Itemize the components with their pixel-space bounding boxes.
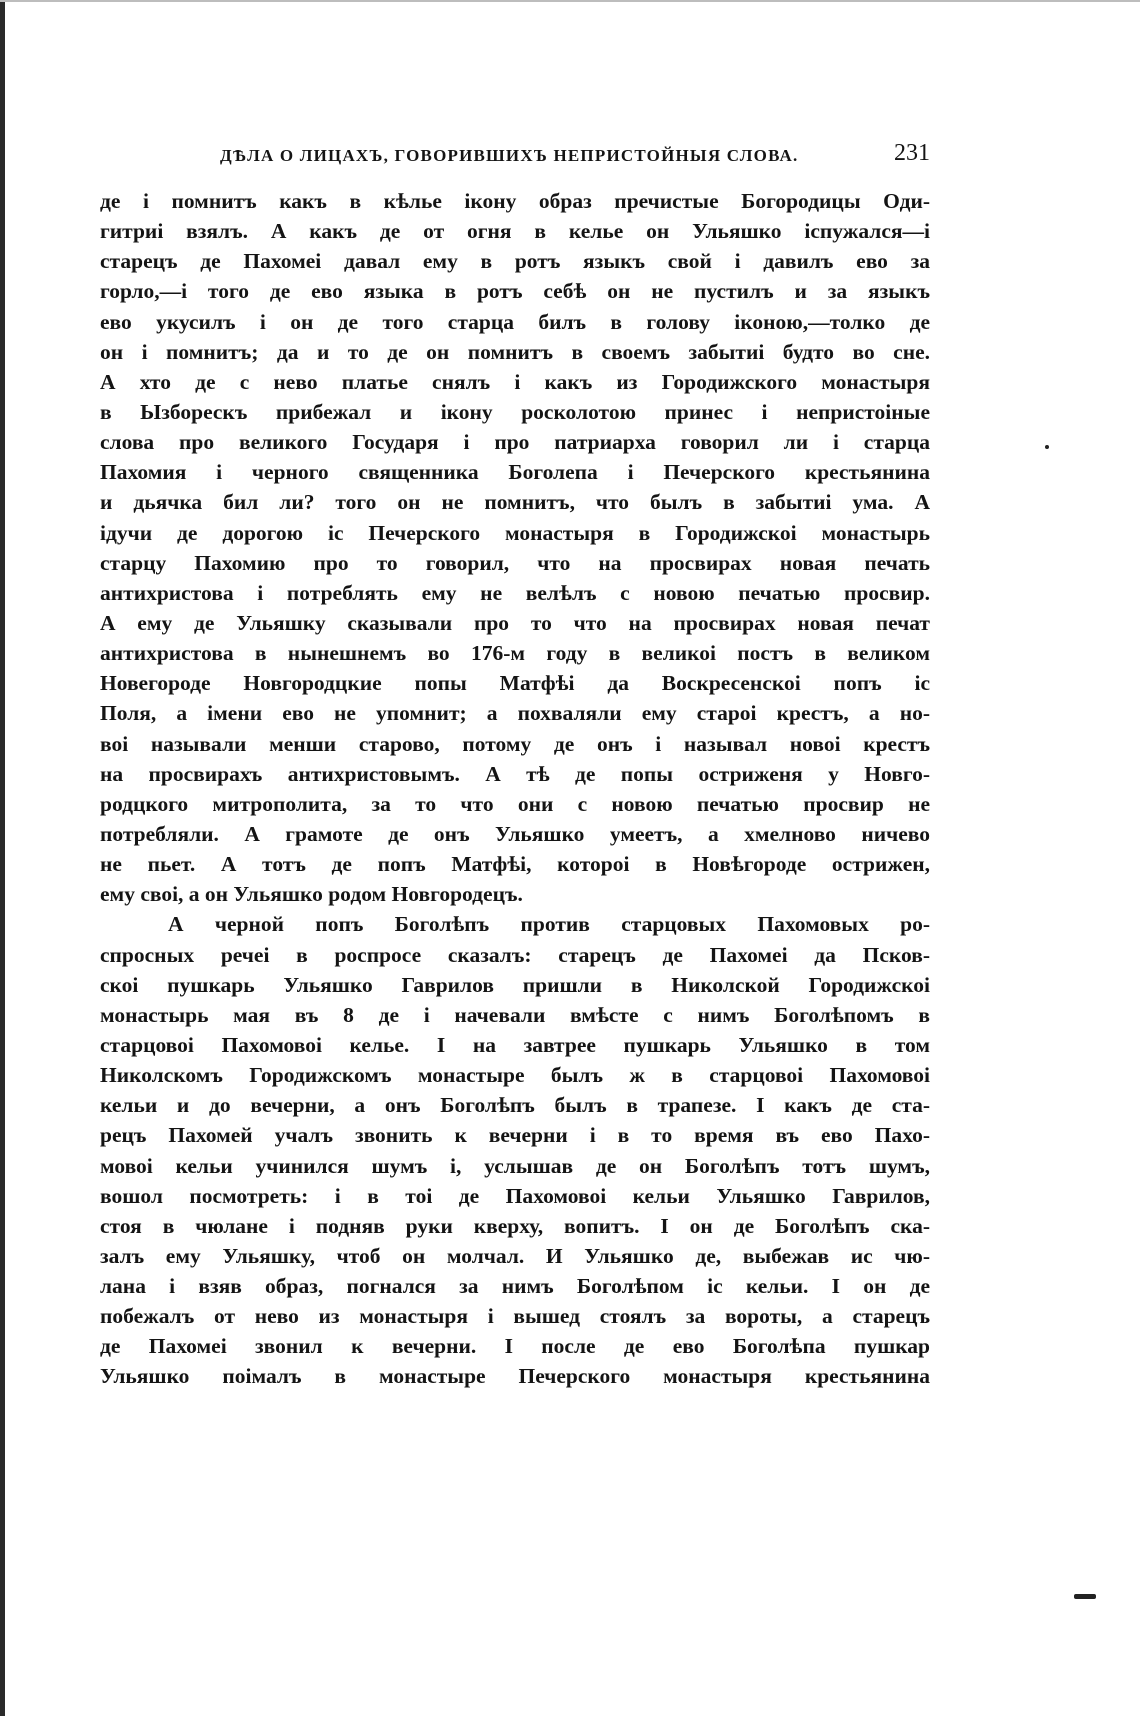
text-line: лана і взяв образ, погнался за нимъ Боголѣпом іс кельи. І он де <box>100 1274 930 1299</box>
text-line: старцу Пахомию про то говорил, что на просвирах новая печать <box>100 550 930 575</box>
scan-edge-left <box>0 0 5 1716</box>
text-line: на просвирахъ антихристовымъ. А тѣ де попы остриженя у Новго- <box>100 761 930 786</box>
text-line: спросных речеі в роспросе сказалъ: старецъ де Пахомеі да Псков- <box>100 942 930 967</box>
text-line: горло,—і того де ево языка в ротъ себѣ он не пустилъ и за языкъ <box>100 279 930 304</box>
page-header <box>190 140 930 174</box>
text-line: антихристова і потреблять ему не велѣлъ с новою печатью просвир. <box>100 580 930 605</box>
text-line: гитриі взялъ. А какъ де от огня в келье он Ульяшко іспужался—і <box>100 219 930 244</box>
text-line: де і помнитъ какъ в кѣлье ікону образ пречистые Богородицы Оди- <box>100 189 930 213</box>
text-line: ево укусилъ і он де того старца билъ в голову іконою,—толко де <box>100 309 930 334</box>
text-line: и дьячка бил ли? того он не помнитъ, что былъ в забытиі ума. А <box>100 490 930 515</box>
scan-speck <box>1074 1594 1096 1599</box>
text-line: рецъ Пахомей учалъ звонить к вечерни і в то время въ ево Пахо- <box>100 1123 930 1148</box>
text-line: старецъ де Пахомеі давал ему в ротъ языкъ свой і давилъ ево за <box>100 249 930 274</box>
text-line: де Пахомеі звонил к вечерни. І после де ево Боголѣпа пушкар <box>100 1334 930 1359</box>
scan-speck <box>1045 445 1049 449</box>
text-line: Ульяшко поімалъ в монастыре Печерского монастыря крестьянина <box>100 1364 930 1389</box>
text-line: стоя в чюлане і подняв руки кверху, вопитъ. І он де Боголѣпъ ска- <box>100 1213 930 1238</box>
text-line: потребляли. А грамоте де онъ Ульяшко умеетъ, а хмелново ничево <box>100 821 930 846</box>
scan-edge-top <box>0 0 1140 2</box>
text-line: мовоі кельи учинился шумъ і, услышав де он Боголѣпъ тотъ шумъ, <box>100 1153 930 1178</box>
text-line: Новегороде Новгородцкие попы Матфѣі да Воскресенскоі попъ іс <box>100 671 930 696</box>
text-line: А хто де с нево платье снялъ і какъ из Городижского монастыря <box>100 369 930 394</box>
text-line: вошол посмотреть: і в тоі де Пахомовоі кельи Ульяшко Гаврилов, <box>100 1183 930 1208</box>
text-line: Пахомия і черного священника Боголепа і Печерского крестьянина <box>100 460 930 485</box>
text-line: скоі пушкарь Ульяшко Гаврилов пришли в Николской Городижскоі <box>100 972 930 997</box>
page-number: 231 <box>894 140 930 166</box>
text-line: родцкого митрополита, за то что они с новою печатью просвир не <box>100 791 930 816</box>
paragraph-end-line: ему своі, а он Ульяшко родом Новгородецъ. <box>100 882 523 907</box>
text-line: Николскомъ Городижскомъ монастыре былъ ж в старцовоі Пахомовоі <box>100 1063 930 1088</box>
paragraph-start-line: А черной попъ Боголѣпъ против старцовых Пахомовых ро- <box>168 912 930 937</box>
text-line: кельи и до вечерни, а онъ Боголѣпъ былъ в трапезе. І какъ де ста- <box>100 1093 930 1118</box>
text-line: залъ ему Ульяшку, чтоб он молчал. И Ульяшко де, выбежав ис чю- <box>100 1243 930 1268</box>
text-line: слова про великого Государя і про патриарха говорил ли і старца <box>100 430 930 455</box>
text-line: воі называли менши старово, потому де онъ і называл новоі крестъ <box>100 731 930 756</box>
text-line: в Ызборескъ прибежал и ікону росколотою принес і непристоіные <box>100 399 930 424</box>
text-line: побежалъ от нево из монастыря і вышед стоялъ за вороты, а старецъ <box>100 1304 930 1329</box>
running-title: ДѢЛА О ЛИЦАХЪ, ГОВОРИВШИХЪ НЕПРИСТОЙНЫЯ СЛОВА. <box>220 146 799 165</box>
text-line: А ему де Ульяшку сказывали про то что на просвирах новая печат <box>100 610 930 635</box>
text-line: ідучи де дорогою іс Печерского монастыря в Городижскоі монастырь <box>100 520 930 545</box>
text-line: антихристова в нынешнемъ во 176-м году в великоі постъ в великом <box>100 641 930 666</box>
text-line: Поля, а імени ево не упомнит; а похваляли ему староі крестъ, а но- <box>100 701 930 726</box>
body-text <box>100 186 930 1392</box>
text-line: монастырь мая въ 8 де і начевали вмѣсте с нимъ Боголѣпомъ в <box>100 1002 930 1027</box>
text-line: старцовоі Пахомовоі келье. І на завтрее пушкарь Ульяшко в том <box>100 1032 930 1057</box>
text-line: не пьет. А тотъ де попъ Матфѣі, котороі в Новѣгороде острижен, <box>100 852 930 877</box>
text-line: он і помнитъ; да и то де он помнитъ в своемъ забытиі будто во сне. <box>100 339 930 364</box>
